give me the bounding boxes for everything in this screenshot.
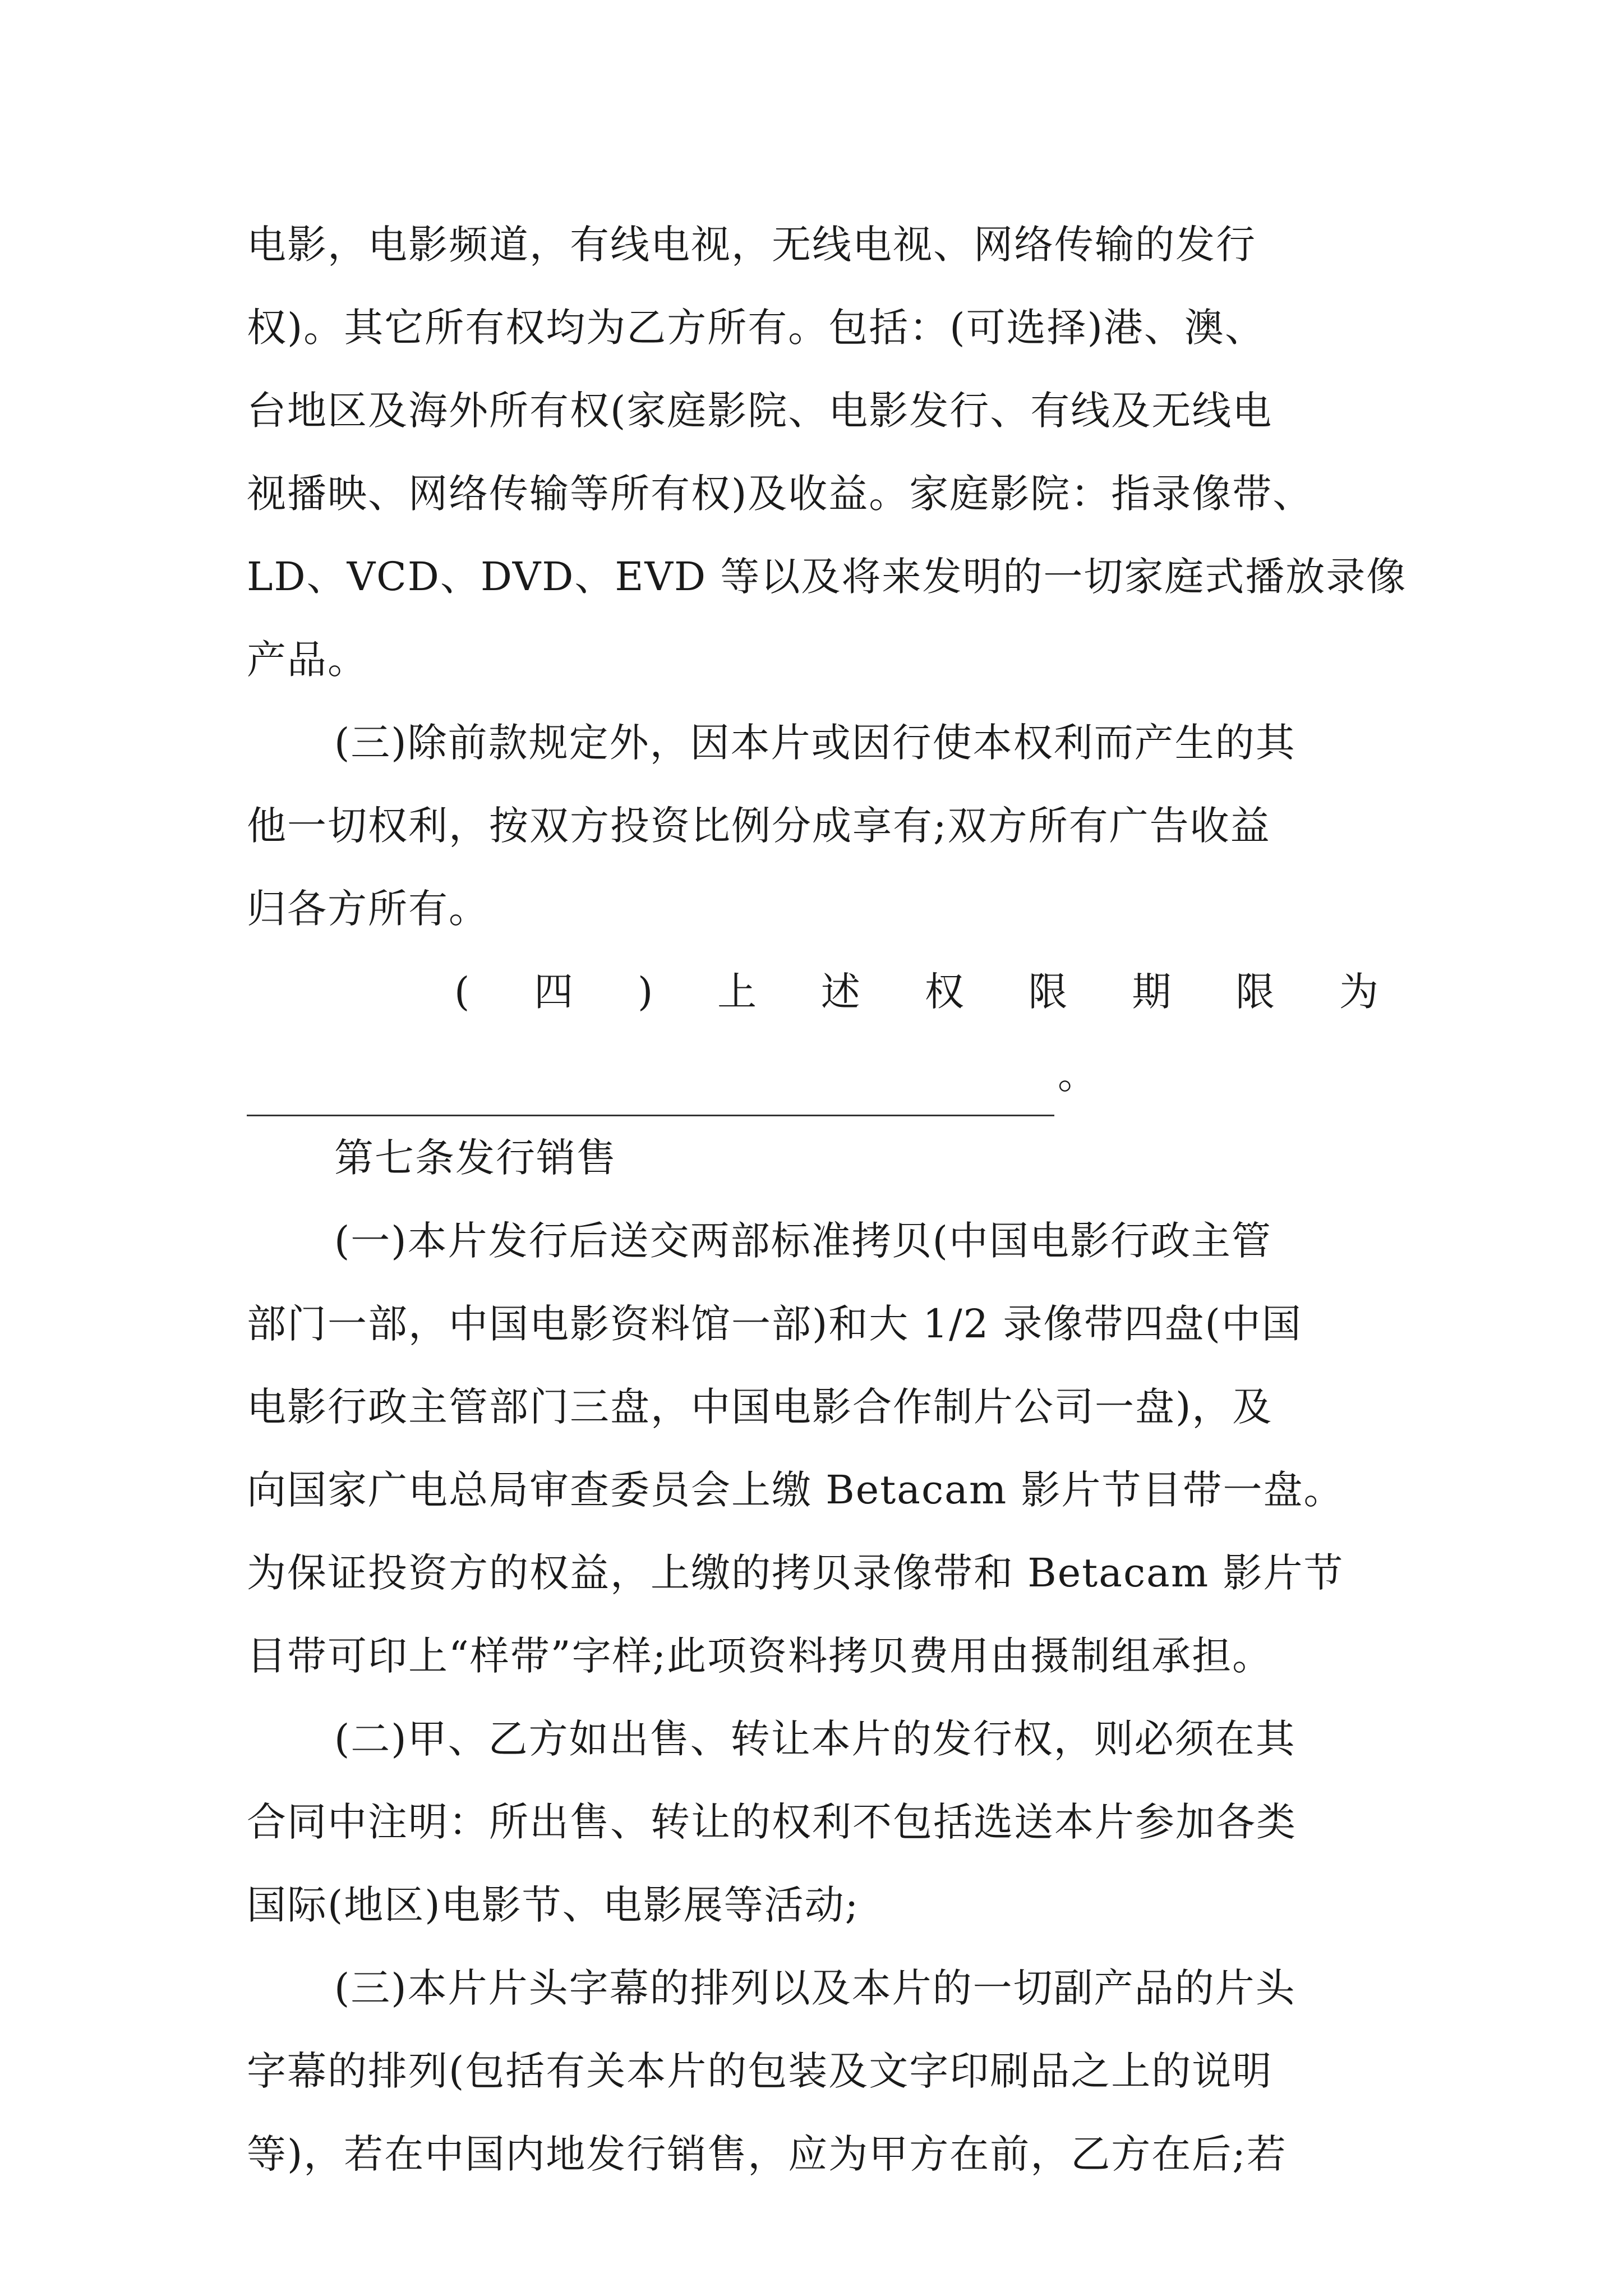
- text-line: 目带可印上“样带”字样;此项资料拷贝费用由摄制组承担。: [247, 1633, 1273, 1679]
- clause-char: ): [637, 969, 654, 1015]
- document-body: [247, 203, 1407, 2196]
- clause-end-mark: 。: [1058, 1052, 1098, 1098]
- text-line: 电影，电影频道，有线电视，无线电视、网络传输的发行: [247, 222, 1256, 268]
- text-line: 他一切权利，按双方投资比例分成享有;双方所有广告收益: [247, 803, 1271, 849]
- clause-char: 上: [717, 969, 758, 1015]
- text-line: LD、VCD、DVD、EVD 等以及将来发明的一切家庭式播放录像: [247, 554, 1407, 600]
- clause-char: 限: [1235, 969, 1276, 1015]
- text-line: 合同中注明：所出售、转让的权利不包括选送本片参加各类: [247, 1799, 1297, 1845]
- clause-char: 四: [534, 969, 575, 1015]
- text-line: 电影行政主管部门三盘，中国电影合作制片公司一盘)，及: [247, 1384, 1273, 1430]
- clause-char: 限: [1028, 969, 1069, 1015]
- clause-char: 权: [924, 969, 965, 1015]
- text-line: 归各方所有。: [247, 886, 489, 932]
- fill-in-line: [247, 1033, 1380, 1116]
- text-line: (三)除前款规定外，因本片或因行使本权利而产生的其: [334, 720, 1296, 766]
- text-line: (三)本片片头字幕的排列以及本片的一切副产品的片头: [334, 1965, 1296, 2011]
- text-line: 向国家广电总局审查委员会上缴 Betacam 影片节目带一盘。: [247, 1467, 1344, 1513]
- text-line: 台地区及海外所有权(家庭影院、电影发行、有线及无线电: [247, 388, 1273, 434]
- clause-char: 述: [820, 969, 861, 1015]
- text-line: 产品。: [247, 637, 368, 683]
- text-line: 视播映、网络传输等所有权)及收益。家庭影院：指录像带、: [247, 471, 1313, 517]
- text-line: 部门一部，中国电影资料馆一部)和大 1/2 录像带四盘(中国: [247, 1301, 1302, 1347]
- text-line: 等)，若在中国内地发行销售，应为甲方在前，乙方在后;若: [247, 2131, 1287, 2177]
- clause-char: (: [454, 969, 471, 1015]
- clause-char: 为: [1339, 969, 1380, 1015]
- text-line: 权)。其它所有权均为乙方所有。包括：(可选择)港、澳、: [247, 305, 1265, 351]
- text-line: 字幕的排列(包括有关本片的包装及文字印刷品之上的说明: [247, 2048, 1273, 2094]
- text-line: (一)本片发行后送交两部标准拷贝(中国电影行政主管: [334, 1218, 1272, 1264]
- text-line: (二)甲、乙方如出售、转让本片的发行权，则必须在其: [334, 1716, 1296, 1762]
- text-line: 为保证投资方的权益，上缴的拷贝录像带和 Betacam 影片节: [247, 1550, 1344, 1596]
- article-title: 第七条发行销售: [334, 1135, 617, 1181]
- clause-char: 期: [1132, 969, 1173, 1015]
- term-clause-line: [247, 950, 1380, 1033]
- text-line: 国际(地区)电影节、电影展等活动;: [247, 1882, 860, 1928]
- fill-in-blank: [247, 1053, 1054, 1116]
